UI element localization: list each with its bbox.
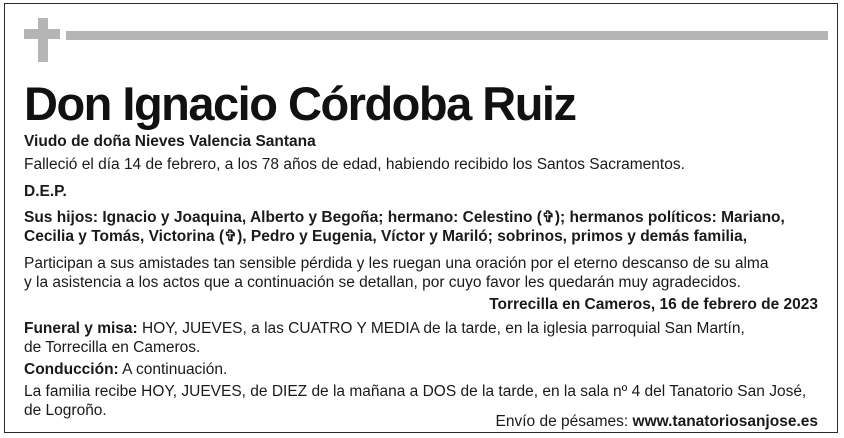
condolences-label: Envío de pésames:	[495, 413, 633, 430]
conduccion-label: Conducción:	[24, 361, 119, 378]
conduccion-line	[24, 360, 227, 379]
cross-icon-horizontal	[24, 29, 60, 39]
condolences-link[interactable]: www.tanatoriosanjose.es	[632, 413, 818, 430]
cross-icon-vertical	[38, 18, 48, 62]
conduccion-text: A continuación.	[118, 361, 228, 378]
announcement-line-2: y la asistencia a los actos que a continuación se detallan, por cuyo favor les quedarán muy agradecidos.	[24, 274, 741, 291]
funeral-text: HOY, JUEVES, a las CUATRO Y MEDIA de la tarde, en la iglesia parroquial San Martín,	[137, 320, 745, 337]
family-line-1: Sus hijos: Ignacio y Joaquina, Alberto y Begoña; hermano: Celestino (✞); hermanos políticos: Mariano,	[24, 209, 785, 226]
dep-line: D.E.P.	[24, 183, 67, 200]
death-line: Falleció el día 14 de febrero, a los 78 años de edad, habiendo recibido los Santos Sacramentos.	[24, 156, 685, 173]
reception-line-1: La familia recibe HOY, JUEVES, de DIEZ de la mañana a DOS de la tarde, en la sala nº 4 del Tanatorio San José,	[24, 383, 807, 400]
deceased-name: Don Ignacio Córdoba Ruiz	[24, 77, 576, 130]
announcement-line-1: Participan a sus amistades tan sensible pérdida y les ruegan una oración por el eterno descanso de su alma	[24, 255, 769, 272]
spouse-line: Viudo de doña Nieves Valencia Santana	[24, 133, 316, 150]
reception-line-2: de Logroño.	[24, 402, 107, 419]
condolences-footer	[496, 412, 818, 431]
funeral-line-1	[24, 319, 745, 338]
place-date: Torrecilla en Cameros, 16 de febrero de 2023	[489, 296, 818, 313]
funeral-label: Funeral y misa:	[24, 320, 138, 337]
funeral-line-2: de Torrecilla en Cameros.	[24, 339, 201, 356]
family-line-2: Cecilia y Tomás, Victorina (✞), Pedro y Eugenia, Víctor y Mariló; sobrinos, primos y demás familia,	[24, 228, 748, 245]
header-rule	[66, 31, 828, 40]
